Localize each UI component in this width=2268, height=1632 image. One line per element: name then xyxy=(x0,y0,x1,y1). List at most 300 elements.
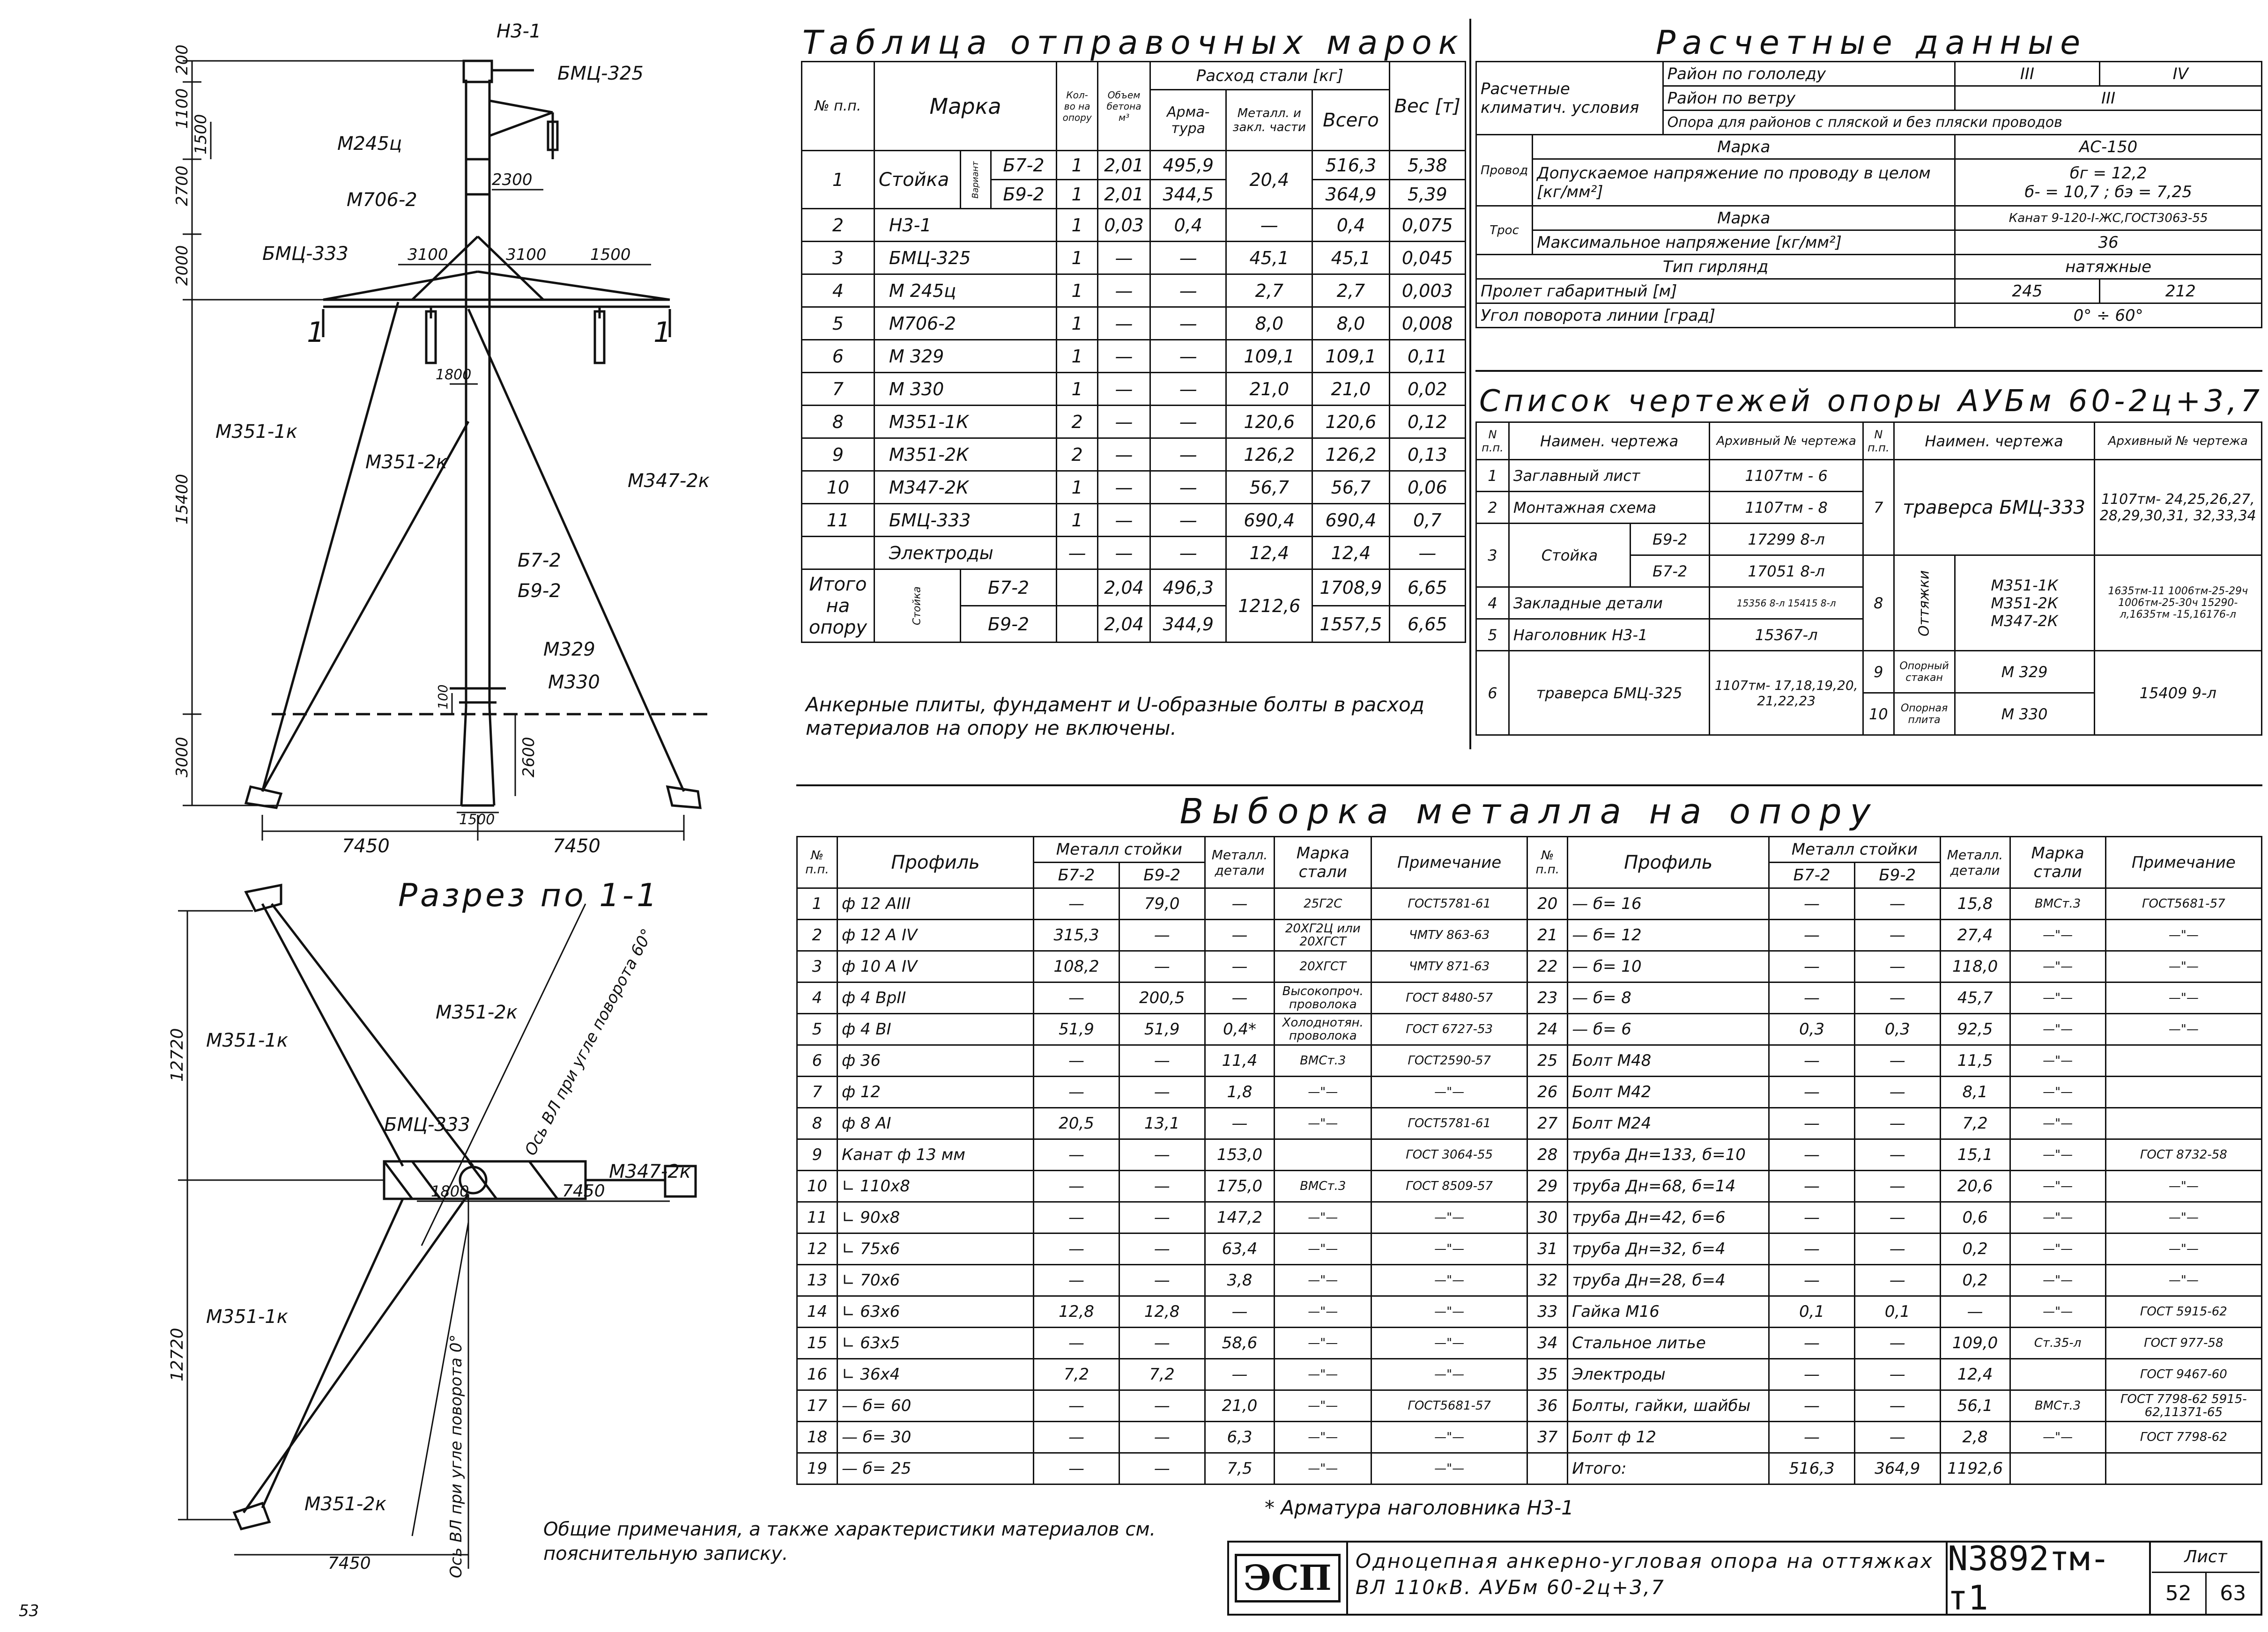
metal-n: 33 xyxy=(1527,1296,1568,1328)
metal-grade: —"— xyxy=(1275,1359,1371,1390)
dl-arch: 1107тм- 17,18,19,20, 21,22,23 xyxy=(1710,651,1863,735)
ship-sub: Б9-2 xyxy=(991,180,1057,209)
sec-dim-7450-a: 7450 xyxy=(562,1182,605,1201)
metal-profile: ф 4 ВрII xyxy=(837,982,1033,1014)
label-m330: М330 xyxy=(548,672,600,693)
metal-n: 2 xyxy=(797,920,838,951)
metal-row xyxy=(797,1328,2262,1359)
metal-details: 2,8 xyxy=(1940,1422,2010,1453)
metal-profile: Гайка М16 xyxy=(1568,1296,1769,1328)
metal-b72: — xyxy=(1769,1108,1855,1139)
ship-qty: 1 xyxy=(1057,373,1098,406)
metal-note: ГОСТ 8509-57 xyxy=(1371,1171,1527,1202)
axis-60-label: Ось ВЛ при угле поворота 60° xyxy=(521,925,657,1159)
metal-details: 1192,6 xyxy=(1940,1453,2010,1484)
metal-profile: Болт М24 xyxy=(1568,1108,1769,1139)
calc-span-b: 212 xyxy=(2099,279,2261,303)
metal-details: 21,0 xyxy=(1205,1390,1275,1422)
calc-span-label: Пролет габаритный [м] xyxy=(1476,279,1955,303)
metal-note xyxy=(2105,1108,2261,1139)
metal-b72: — xyxy=(1034,1171,1119,1202)
metal-details: 45,7 xyxy=(1940,982,2010,1014)
ship-qty: 1 xyxy=(1057,274,1098,307)
metal-grade: 20ХГ2Ц или 20ХГСТ xyxy=(1275,920,1371,951)
ship-total: 364,9 xyxy=(1312,180,1389,209)
metal-row xyxy=(797,1108,2262,1139)
metal-n: 29 xyxy=(1527,1171,1568,1202)
dl-guy-item: М351-1К xyxy=(1991,576,2058,594)
ship-vol: — xyxy=(1098,471,1150,504)
metal-grade xyxy=(2010,1453,2105,1484)
ship-rebar: 344,5 xyxy=(1150,180,1226,209)
section-title: Разрез по 1-1 xyxy=(398,877,660,914)
divider-vertical xyxy=(1469,19,1471,749)
sec-label-m351-1-top: М351-1к xyxy=(206,1030,288,1051)
ship-weight: 0,075 xyxy=(1389,209,1465,242)
ship-total: 21,0 xyxy=(1312,373,1389,406)
ship-num: 6 xyxy=(802,340,875,373)
metal-footnote: * Арматура наголовника Н3-1 xyxy=(1265,1496,1574,1519)
ship-total: 8,0 xyxy=(1312,307,1389,340)
ship-metal: 56,7 xyxy=(1226,471,1312,504)
ship-rebar: — xyxy=(1150,504,1226,537)
metal-details: — xyxy=(1205,1296,1275,1328)
metal-b92: 7,2 xyxy=(1119,1359,1205,1390)
dim-3100-b: 3100 xyxy=(506,245,547,264)
metal-note xyxy=(2105,1045,2261,1077)
dim-15400: 15400 xyxy=(173,473,192,524)
metal-row xyxy=(797,1045,2262,1077)
dl-arch: 1107тм- 24,25,26,27, 28,29,30,31, 32,33,34 xyxy=(2094,460,2261,555)
metal-grade: ВМСт.3 xyxy=(1275,1171,1371,1202)
ship-weight: 0,7 xyxy=(1389,504,1465,537)
ship-total-qty xyxy=(1057,569,1098,606)
ship-total: 45,1 xyxy=(1312,242,1389,274)
elevation-drawing xyxy=(0,0,806,890)
ship-metal: 21,0 xyxy=(1226,373,1312,406)
metal-b72: — xyxy=(1769,920,1855,951)
metal-b92: — xyxy=(1119,1422,1205,1453)
metal-b72: 0,1 xyxy=(1769,1296,1855,1328)
ship-vol: — xyxy=(1098,537,1150,569)
metal-b72: 516,3 xyxy=(1769,1453,1855,1484)
metal-b92: — xyxy=(1854,1202,1940,1233)
metal-grade: —"— xyxy=(1275,1390,1371,1422)
dl-name: траверса БМЦ-325 xyxy=(1509,651,1709,735)
label-bmc325: БМЦ-325 xyxy=(557,63,644,84)
ship-weight: 5,39 xyxy=(1389,180,1465,209)
ship-mark: Н3-1 xyxy=(874,209,1056,242)
metal-n: 28 xyxy=(1527,1139,1568,1171)
ship-h-weight: Вес [т] xyxy=(1389,62,1465,151)
dl-arch: 1107тм - 8 xyxy=(1710,492,1863,524)
axis-0-label: Ось ВЛ при угле поворота 0° xyxy=(447,1334,466,1578)
metal-b92: — xyxy=(1854,1265,1940,1296)
metal-profile: ∟ 36х4 xyxy=(837,1359,1033,1390)
ship-qty: 1 xyxy=(1057,504,1098,537)
ship-metal: 690,4 xyxy=(1226,504,1312,537)
label-m351-2: М351-2к xyxy=(365,451,447,473)
ship-row xyxy=(802,151,1466,180)
metal-n xyxy=(1527,1453,1568,1484)
ship-num: 5 xyxy=(802,307,875,340)
metal-row xyxy=(797,1390,2262,1422)
metal-b72: 7,2 xyxy=(1034,1359,1119,1390)
metal-details: 15,8 xyxy=(1940,888,2010,920)
metal-h-n-r: № п.п. xyxy=(1527,837,1568,888)
metal-row xyxy=(797,1014,2262,1045)
metal-b72: — xyxy=(1034,1390,1119,1422)
ship-total: 0,4 xyxy=(1312,209,1389,242)
calc-angle-val: 0° ÷ 60° xyxy=(1955,303,2262,328)
ship-total-rebar: 496,3 xyxy=(1150,569,1226,606)
metal-profile: Электроды xyxy=(1568,1359,1769,1390)
metal-profile: Болты, гайки, шайбы xyxy=(1568,1390,1769,1422)
metal-b92: — xyxy=(1854,1390,1940,1422)
dim-1800: 1800 xyxy=(436,367,472,383)
sec-dim-12720-b: 12720 xyxy=(168,1328,187,1381)
ship-total: 690,4 xyxy=(1312,504,1389,537)
ship-num: 4 xyxy=(802,274,875,307)
metal-note: ГОСТ 7798-62 xyxy=(2105,1422,2261,1453)
ship-total-qty xyxy=(1057,606,1098,642)
dim-3100-a: 3100 xyxy=(408,245,448,264)
metal-b92: — xyxy=(1119,1077,1205,1108)
dl-n: 9 xyxy=(1863,651,1894,693)
esp-logo: ЭСП xyxy=(1235,1554,1341,1602)
metal-grade: —"— xyxy=(1275,1077,1371,1108)
metal-details: 12,4 xyxy=(1940,1359,2010,1390)
metal-n: 18 xyxy=(797,1422,838,1453)
ship-rebar: — xyxy=(1150,242,1226,274)
metal-note: —"— xyxy=(1371,1233,1527,1265)
metal-b92: 200,5 xyxy=(1119,982,1205,1014)
metal-n: 12 xyxy=(797,1233,838,1265)
ship-mark: М 245ц xyxy=(874,274,1056,307)
dl-n: 1 xyxy=(1476,460,1509,492)
metal-h-note-r: Примечание xyxy=(2105,837,2261,888)
metal-profile: труба Дн=32, б=4 xyxy=(1568,1233,1769,1265)
metal-profile: — б= 60 xyxy=(837,1390,1033,1422)
metal-profile: — б= 16 xyxy=(1568,888,1769,920)
metal-h-b92-l: Б9-2 xyxy=(1119,863,1205,888)
dl-row xyxy=(1476,460,2262,492)
metal-details: 20,6 xyxy=(1940,1171,2010,1202)
calc-stress-vals xyxy=(1955,159,2262,206)
ship-mark: М706-2 xyxy=(874,307,1056,340)
metal-b92: — xyxy=(1854,1359,1940,1390)
label-bmc333: БМЦ-333 xyxy=(262,243,348,265)
metal-details: 58,6 xyxy=(1205,1328,1275,1359)
metal-b92: — xyxy=(1119,1265,1205,1296)
metal-grade: —"— xyxy=(1275,1202,1371,1233)
ship-vol: — xyxy=(1098,504,1150,537)
metal-grade: —"— xyxy=(1275,1453,1371,1484)
dl-name: Опорный стакан xyxy=(1894,651,1955,693)
sec-label-m347: М347-2к xyxy=(609,1161,691,1182)
metal-note: —"— xyxy=(1371,1296,1527,1328)
metal-b92: — xyxy=(1119,1045,1205,1077)
label-m347: М347-2к xyxy=(628,470,710,492)
metal-b72: — xyxy=(1034,982,1119,1014)
metal-note: ГОСТ 977-58 xyxy=(2105,1328,2261,1359)
metal-n: 31 xyxy=(1527,1233,1568,1265)
dl-sub: Б9-2 xyxy=(1630,524,1709,555)
metal-row xyxy=(797,1202,2262,1233)
ship-weight: 5,38 xyxy=(1389,151,1465,180)
dl-n: 7 xyxy=(1863,460,1894,555)
dl-guy-item: М347-2К xyxy=(1991,612,2058,630)
ship-num: 11 xyxy=(802,504,875,537)
ship-row xyxy=(802,340,1466,373)
ship-qty: 1 xyxy=(1057,471,1098,504)
metal-profile: — б= 12 xyxy=(1568,920,1769,951)
metal-b92: — xyxy=(1854,1233,1940,1265)
calc-cable-label: Трос xyxy=(1476,206,1533,255)
calc-ice-label: Район по гололеду xyxy=(1663,62,1955,86)
metal-h-profile-r: Профиль xyxy=(1568,837,1769,888)
dim-100: 100 xyxy=(435,684,451,709)
dim-2700: 2700 xyxy=(173,165,192,206)
dl-arch: 17051 8-л xyxy=(1710,555,1863,587)
metal-profile: ф 10 А IV xyxy=(837,951,1033,982)
metal-b92: 364,9 xyxy=(1854,1453,1940,1484)
dl-h-name-left: Наимен. чертежа xyxy=(1509,422,1709,460)
dl-name: Заглавный лист xyxy=(1509,460,1709,492)
metal-profile: — б= 6 xyxy=(1568,1014,1769,1045)
metal-b92: — xyxy=(1119,1202,1205,1233)
metal-profile: Болт М42 xyxy=(1568,1077,1769,1108)
divider-horizontal xyxy=(796,784,2262,786)
calc-stress-val1: бг = 12,2 xyxy=(2069,163,2147,183)
ship-rebar: — xyxy=(1150,406,1226,438)
metal-grade: —"— xyxy=(1275,1265,1371,1296)
metal-h-details-l: Металл. детали xyxy=(1205,837,1275,888)
metal-details: 0,4* xyxy=(1205,1014,1275,1045)
metal-b72: — xyxy=(1034,1422,1119,1453)
metal-details: 153,0 xyxy=(1205,1139,1275,1171)
metal-details: — xyxy=(1205,951,1275,982)
sec-label-m351-1-bot: М351-1к xyxy=(206,1306,288,1328)
dl-arch: 17299 8-л xyxy=(1710,524,1863,555)
label-b72: Б7-2 xyxy=(518,550,561,571)
metal-n: 35 xyxy=(1527,1359,1568,1390)
metal-grade: —"— xyxy=(2010,1233,2105,1265)
ship-total-label: Итого на опору xyxy=(802,569,875,642)
metal-h-b92-r: Б9-2 xyxy=(1854,863,1940,888)
metal-grade: —"— xyxy=(2010,951,2105,982)
metal-details: — xyxy=(1205,1359,1275,1390)
dl-h-n-left: N п.п. xyxy=(1476,422,1509,460)
metal-row xyxy=(797,1265,2262,1296)
shipping-title: Таблица отправочных марок xyxy=(802,23,1465,62)
metal-details: 7,5 xyxy=(1205,1453,1275,1484)
ship-qty: 1 xyxy=(1057,340,1098,373)
metal-b92: — xyxy=(1119,1139,1205,1171)
ship-mark: М351-1К xyxy=(874,406,1056,438)
calc-wind-val: III xyxy=(1955,86,2262,111)
metal-n: 1 xyxy=(797,888,838,920)
metal-grade: —"— xyxy=(1275,1108,1371,1139)
metal-profile: — б= 30 xyxy=(837,1422,1033,1453)
metal-grade: ВМСт.3 xyxy=(1275,1045,1371,1077)
metal-grade: —"— xyxy=(2010,920,2105,951)
calc-cable-mark: Канат 9-120-I-ЖС,ГОСТ3063-55 xyxy=(1955,206,2262,230)
calc-support-label: Опора для районов с пляской и без пляски проводов xyxy=(1663,111,2261,135)
metal-row xyxy=(797,1171,2262,1202)
metal-details: — xyxy=(1940,1296,2010,1328)
metal-note: ГОСТ 9467-60 xyxy=(2105,1359,2261,1390)
ship-weight: — xyxy=(1389,537,1465,569)
calc-garland-label: Тип гирлянд xyxy=(1476,255,1955,279)
calc-title: Расчетные данные xyxy=(1655,23,2087,62)
dl-n: 8 xyxy=(1863,555,1894,651)
metal-profile: ∟ 63х6 xyxy=(837,1296,1033,1328)
metal-n: 17 xyxy=(797,1390,838,1422)
ship-num xyxy=(802,537,875,569)
metal-grade: —"— xyxy=(1275,1296,1371,1328)
dl-name: Стойка xyxy=(1509,524,1630,587)
dl-mark: М 329 xyxy=(1955,651,2094,693)
shipping-table xyxy=(801,61,1466,643)
metal-h-note-l: Примечание xyxy=(1371,837,1527,888)
ship-metal: — xyxy=(1226,209,1312,242)
ship-weight: 0,13 xyxy=(1389,438,1465,471)
ship-vol: — xyxy=(1098,438,1150,471)
ship-h-mark: Марка xyxy=(874,62,1056,151)
label-m329: М329 xyxy=(543,639,595,660)
metal-b92: 51,9 xyxy=(1119,1014,1205,1045)
metal-n: 25 xyxy=(1527,1045,1568,1077)
label-m706: М706-2 xyxy=(347,189,417,211)
calc-cable-stress-label: Максимальное напряжение [кг/мм²] xyxy=(1533,230,1955,255)
ship-qty: — xyxy=(1057,537,1098,569)
metal-details: 0,6 xyxy=(1940,1202,2010,1233)
metal-b92: — xyxy=(1119,1171,1205,1202)
metal-grade: —"— xyxy=(2010,1296,2105,1328)
ship-metal: 109,1 xyxy=(1226,340,1312,373)
metal-table xyxy=(796,836,2262,1485)
ship-qty: 1 xyxy=(1057,180,1098,209)
section-mark-right: 1 xyxy=(653,316,672,349)
dl-h-arch-left: Архивный № чертежа xyxy=(1710,422,1863,460)
ship-vol: 2,01 xyxy=(1098,151,1150,180)
ship-h-rebar: Арма-тура xyxy=(1150,90,1226,151)
metal-b72: — xyxy=(1769,1171,1855,1202)
metal-details: 63,4 xyxy=(1205,1233,1275,1265)
dim-2600: 2600 xyxy=(519,737,538,777)
metal-row xyxy=(797,982,2262,1014)
metal-details: 118,0 xyxy=(1940,951,2010,982)
metal-note: —"— xyxy=(2105,1171,2261,1202)
metal-n: 3 xyxy=(797,951,838,982)
shipping-note: Анкерные плиты, фундамент и U-образные болты в расход материалов на опору не включены. xyxy=(806,693,1424,739)
metal-details: — xyxy=(1205,888,1275,920)
metal-note: ГОСТ5681-57 xyxy=(1371,1390,1527,1422)
metal-h-b72-r: Б7-2 xyxy=(1769,863,1855,888)
metal-b72: 0,3 xyxy=(1769,1014,1855,1045)
ship-total-weight: 6,65 xyxy=(1389,606,1465,642)
metal-note: ГОСТ 3064-55 xyxy=(1371,1139,1527,1171)
metal-grade: —"— xyxy=(2010,1171,2105,1202)
metal-n: 19 xyxy=(797,1453,838,1484)
metal-title: Выборка металла на опору xyxy=(1179,791,1879,832)
metal-note: —"— xyxy=(2105,982,2261,1014)
dl-h-name-right: Наимен. чертежа xyxy=(1894,422,2094,460)
metal-details: 15,1 xyxy=(1940,1139,2010,1171)
metal-profile: ∟ 70х6 xyxy=(837,1265,1033,1296)
ship-mark: БМЦ-333 xyxy=(874,504,1056,537)
calc-stress-val2: б- = 10,7 ; бэ = 7,25 xyxy=(2024,182,2192,201)
ship-h-num: № п.п. xyxy=(802,62,875,151)
metal-b92: — xyxy=(1119,1390,1205,1422)
calc-angle-label: Угол поворота линии [град] xyxy=(1476,303,1955,328)
metal-grade: 20ХГСТ xyxy=(1275,951,1371,982)
calc-climatic-label: Расчетные климатич. условия xyxy=(1476,62,1663,135)
ship-vol: 0,03 xyxy=(1098,209,1150,242)
ship-rebar: — xyxy=(1150,471,1226,504)
metal-n: 4 xyxy=(797,982,838,1014)
ship-rebar: — xyxy=(1150,307,1226,340)
ship-total: 2,7 xyxy=(1312,274,1389,307)
metal-b92: — xyxy=(1119,920,1205,951)
metal-h-post-r: Металл стойки xyxy=(1769,837,1940,863)
ship-total: 12,4 xyxy=(1312,537,1389,569)
metal-grade: —"— xyxy=(2010,1422,2105,1453)
metal-note: —"— xyxy=(1371,1077,1527,1108)
metal-note: ЧМТУ 863-63 xyxy=(1371,920,1527,951)
metal-details: 0,2 xyxy=(1940,1265,2010,1296)
dl-n: 3 xyxy=(1476,524,1509,587)
ship-qty: 1 xyxy=(1057,242,1098,274)
metal-details: — xyxy=(1205,1108,1275,1139)
metal-b72: — xyxy=(1034,1077,1119,1108)
calc-cable-mark-label: Марка xyxy=(1533,206,1955,230)
metal-b72: — xyxy=(1769,888,1855,920)
ship-num: 7 xyxy=(802,373,875,406)
section-mark-left: 1 xyxy=(307,316,325,349)
ship-qty: 2 xyxy=(1057,406,1098,438)
calc-wind-label: Район по ветру xyxy=(1663,86,1955,111)
ship-row xyxy=(802,406,1466,438)
ship-rebar: — xyxy=(1150,274,1226,307)
metal-n: 20 xyxy=(1527,888,1568,920)
metal-b92: 0,3 xyxy=(1854,1014,1940,1045)
ship-vol: — xyxy=(1098,274,1150,307)
metal-profile: ∟ 90х8 xyxy=(837,1202,1033,1233)
metal-note: —"— xyxy=(2105,1233,2261,1265)
ship-mark: М 329 xyxy=(874,340,1056,373)
ship-total-total: 1557,5 xyxy=(1312,606,1389,642)
metal-note: —"— xyxy=(1371,1453,1527,1484)
metal-b92: — xyxy=(1119,1233,1205,1265)
ship-row xyxy=(802,373,1466,406)
metal-b92: 13,1 xyxy=(1119,1108,1205,1139)
dl-guy-item: М351-2К xyxy=(1991,594,2058,612)
metal-note: —"— xyxy=(2105,1014,2261,1045)
metal-h-post-l: Металл стойки xyxy=(1034,837,1205,863)
label-n31: Н3-1 xyxy=(497,21,541,42)
dl-row xyxy=(1476,651,2262,693)
dl-n: 2 xyxy=(1476,492,1509,524)
ship-metal: 12,4 xyxy=(1226,537,1312,569)
metal-profile: ф 8 АI xyxy=(837,1108,1033,1139)
metal-b72: — xyxy=(1769,1045,1855,1077)
ship-total-sub-label: Стойка xyxy=(874,569,960,642)
metal-details: 109,0 xyxy=(1940,1328,2010,1359)
metal-b92: — xyxy=(1119,1328,1205,1359)
metal-grade: —"— xyxy=(1275,1422,1371,1453)
